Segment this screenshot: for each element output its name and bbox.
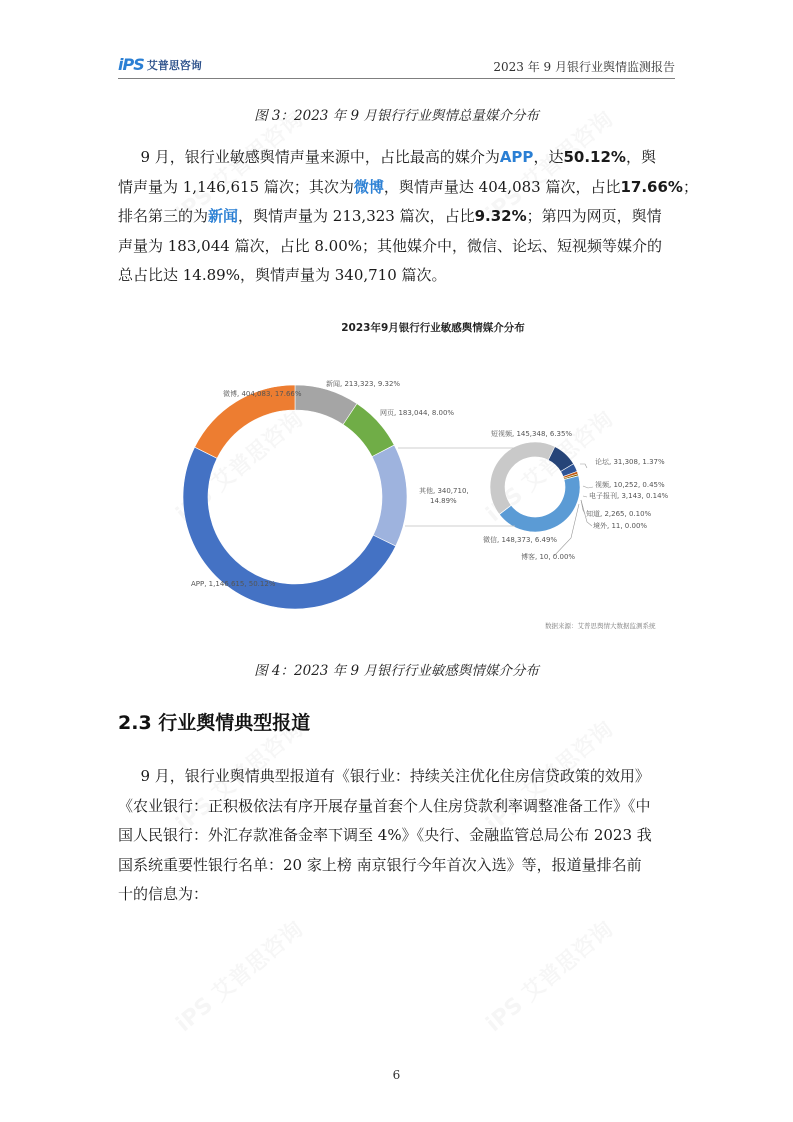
paragraph-line — [118, 143, 676, 173]
paragraph-media-distribution — [118, 143, 698, 291]
label-app: APP, 1,146,615, 50.12% — [191, 580, 276, 588]
logo-mark: iPS — [118, 55, 144, 74]
leader-forum — [580, 464, 587, 468]
section-heading: 2.3 行业舆情典型报道 — [118, 712, 311, 734]
label-web: 网页, 183,044, 8.00% — [380, 409, 455, 417]
watermark — [168, 913, 308, 1038]
leader-video — [583, 486, 593, 488]
label-video: 视频, 10,252, 0.45% — [595, 481, 665, 489]
paragraph-line — [118, 762, 676, 792]
label-wechat: 微信, 148,373, 6.49% — [483, 536, 558, 544]
header-title: 2023 年 9 月银行业舆情监测报告 — [493, 60, 675, 74]
watermark — [478, 913, 618, 1038]
label-blog: 博客, 10, 0.00% — [521, 553, 576, 561]
text-run: 情声量为 1,146,615 篇次；其次为 — [118, 177, 354, 196]
text-run: ，舆情声量达 404,083 篇次，占比 — [383, 177, 621, 196]
highlight-weibo: 微博 — [353, 177, 384, 196]
bold-percent: 50.12% — [563, 148, 626, 166]
text-run: ，舆情声量为 213,323 篇次，占比 — [238, 207, 475, 225]
chart-canvas — [183, 312, 683, 637]
text-run: ，达 — [533, 148, 564, 166]
paragraph-line: 国人民银行：外汇存款准备金率下调至 4%》《央行、金融监管总局公布 2023 我 — [118, 826, 652, 844]
paragraph-line: 声量为 183,044 篇次，占比 8.00%；其他媒介中，微信、论坛、短视频等媒介的 — [118, 236, 662, 255]
paragraph-line — [118, 173, 698, 203]
chart-source: 数据来源：艾普思舆情大数据监测系统 — [545, 622, 656, 630]
figure-4-caption: 图 4：2023 年 9 月银行行业敏感舆情媒介分布 — [254, 663, 539, 679]
media-distribution-chart — [183, 312, 683, 637]
chart-title: 2023年9月银行行业敏感舆情媒介分布 — [341, 322, 525, 334]
logo-text: 艾普思咨询 — [146, 58, 202, 72]
bold-percent: 9.32% — [474, 207, 527, 225]
sub-slice-7 — [490, 442, 555, 514]
label-other-line2: 14.89% — [430, 497, 457, 505]
text-run: 排名第三的为 — [118, 207, 209, 225]
highlight-news: 新闻 — [208, 207, 239, 225]
bold-percent: 17.66% — [620, 177, 683, 196]
sub-slice-5 — [499, 476, 580, 532]
logo — [118, 55, 202, 74]
figure-3-caption: 图 3：2023 年 9 月银行行业舆情总量媒介分布 — [254, 108, 539, 124]
page-header — [118, 52, 675, 79]
text-run: 9 月，银行业敏感舆情声量来源中，占比最高的媒介为 — [140, 148, 500, 166]
paragraph-line: 《农业银行：正积极依法有序开展存量首套个人住房贷款利率调整准备工作》《中 — [118, 796, 651, 815]
paragraph-line: 十的信息为： — [118, 885, 209, 903]
text-run: 9 月，银行业舆情典型报道有《银行业：持续关注优化住房信贷政策的效用》 — [140, 767, 650, 785]
page-number: 6 — [392, 1068, 401, 1082]
label-forum: 论坛, 31,308, 1.37% — [595, 458, 665, 466]
text-run: ，舆 — [625, 148, 656, 166]
label-overseas: 境外, 11, 0.00% — [593, 522, 648, 530]
label-epaper: 电子报刊, 3,143, 0.14% — [589, 492, 669, 500]
label-short-video: 短视频, 145,348, 6.35% — [491, 430, 573, 438]
paragraph-line: 国系统重要性银行名单：20 家上榜 南京银行今年首次入选》等，报道量排名前 — [118, 855, 642, 874]
other-breakdown-donut — [490, 442, 580, 532]
main-slice-2 — [372, 445, 407, 546]
paragraph-typical-reports — [118, 762, 676, 910]
label-news: 新闻, 213,323, 9.32% — [326, 380, 401, 388]
text-run: ； — [682, 177, 698, 196]
label-weibo: 微博, 404,083, 17.66% — [223, 390, 302, 398]
text-run: ；第四为网页，舆情 — [526, 207, 662, 225]
highlight-app: APP — [499, 148, 534, 166]
leader-epaper — [583, 496, 587, 497]
paragraph-line: 总占比达 14.89%，舆情声量为 340,710 篇次。 — [118, 266, 447, 284]
main-donut — [183, 385, 407, 609]
label-zhidao: 知道, 2,265, 0.10% — [586, 510, 652, 518]
label-other-line1: 其他, 340,710, — [419, 487, 469, 495]
paragraph-line — [118, 202, 676, 232]
